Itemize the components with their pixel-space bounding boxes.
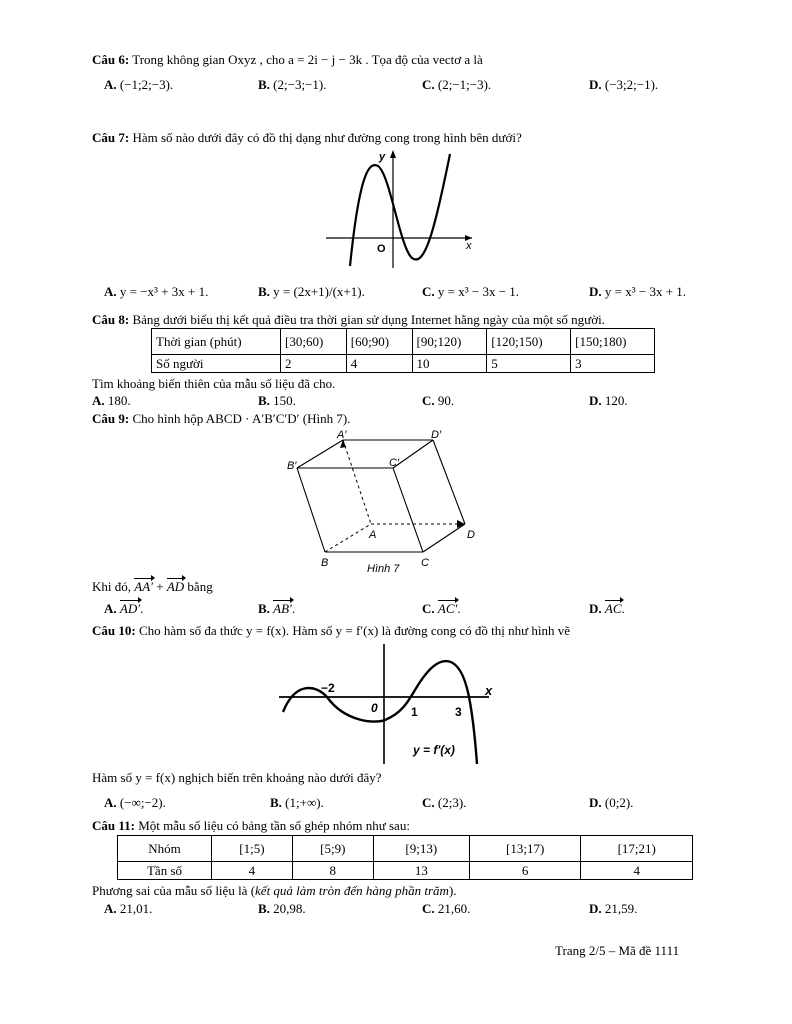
table-cell: [17;21) — [581, 836, 693, 862]
q7-option-d[interactable]: D. y = x³ − 3x + 1. — [589, 284, 687, 299]
label-A: A — [369, 529, 377, 541]
question-6-line — [92, 52, 483, 68]
q8-option-d[interactable]: D. 120. — [589, 393, 628, 408]
label-B1: B′ — [287, 460, 297, 472]
q8-option-a[interactable]: A. 180. — [92, 393, 131, 408]
question-8-line — [92, 312, 605, 328]
question-11-text: Một mẫu số liệu có bảng tần số ghép nhóm như sau: — [138, 818, 410, 833]
cubic-curve — [350, 154, 450, 266]
origin-label: O — [377, 243, 386, 255]
q8-option-c[interactable]: C. 90. — [422, 393, 455, 408]
edge-B1B — [297, 468, 325, 552]
table-cell: [90;120) — [412, 329, 487, 355]
y-label: y — [379, 151, 386, 163]
label-C1: C′ — [389, 457, 400, 469]
q9-option-b[interactable]: B. AB′. — [258, 601, 296, 616]
q11-option-d[interactable]: D. 21,59. — [589, 901, 638, 916]
table-cell: [9;13) — [373, 836, 469, 862]
table-header: Số người — [152, 355, 281, 373]
question-11-label: Câu 11: — [92, 818, 135, 833]
q6-option-d[interactable]: D. (−3;2;−1). — [589, 77, 659, 92]
question-9-text: Cho hình hộp ABCD · A′B′C′D′ (Hình 7). — [132, 411, 351, 426]
question-6-label: Câu 6: — [92, 52, 130, 67]
edge-BA — [325, 524, 371, 552]
parallelepiped-figure — [285, 430, 485, 578]
question-9-label: Câu 9: — [92, 411, 130, 426]
q10-option-a[interactable]: A. (−∞;−2). — [104, 795, 166, 810]
table-cell: 2 — [281, 355, 347, 373]
table-cell: 4 — [581, 862, 693, 880]
question-7-line — [92, 130, 522, 146]
label-A1: A′ — [337, 430, 347, 441]
tick-minus-2: −2 — [321, 681, 335, 695]
derivative-graph — [275, 642, 505, 767]
table-cell: [150;180) — [571, 329, 655, 355]
vector-AD: AD — [166, 579, 185, 594]
tick-3: 3 — [455, 705, 462, 719]
table-cell: [60;90) — [346, 329, 412, 355]
edge-D1D — [433, 440, 465, 524]
question-6-text: Trong không gian Oxyz , cho a = 2i − j − 3k . Tọa độ của vectơ a là — [132, 52, 483, 67]
table-cell: 3 — [571, 355, 655, 373]
table-cell: 8 — [292, 862, 373, 880]
q6-option-a[interactable]: A. (−1;2;−3). — [104, 77, 174, 92]
x-label: x — [485, 683, 493, 698]
q7-option-c[interactable]: C. y = x³ − 3x − 1. — [422, 284, 520, 299]
x-label: x — [466, 240, 472, 252]
q11-option-b[interactable]: B. 20,98. — [258, 901, 306, 916]
question-10-prompt: Hàm số y = f(x) nghịch biến trên khoảng nào dưới đây? — [92, 770, 382, 785]
edge-C1C — [393, 468, 423, 552]
question-10-line — [92, 623, 570, 639]
q6-option-c[interactable]: C. (2;−1;−3). — [422, 77, 492, 92]
q11-option-c[interactable]: C. 21,60. — [422, 901, 471, 916]
table-cell: [120;150) — [487, 329, 571, 355]
edge-B1A1 — [297, 440, 343, 468]
table-cell: [30;60) — [281, 329, 347, 355]
edge-CD — [423, 524, 465, 552]
table-cell: 13 — [373, 862, 469, 880]
q6-option-b[interactable]: B. (2;−3;−1). — [258, 77, 327, 92]
q7-option-b[interactable]: B. y = (2x+1)/(x+1). — [258, 284, 365, 299]
question-9-line — [92, 411, 350, 427]
table-header: Nhóm — [118, 836, 212, 862]
q8-option-b[interactable]: B. 150. — [258, 393, 296, 408]
table-cell: 4 — [346, 355, 412, 373]
question-8-text: Bảng dưới biểu thị kết quả điều tra thời gian sử dụng Internet hằng ngày của một số người. — [132, 312, 605, 327]
question-10-text: Cho hàm số đa thức y = f(x). Hàm số y = f′(x) là đường cong có đồ thị như hình vẽ — [138, 623, 571, 638]
table-cell: 10 — [412, 355, 487, 373]
table-cell: [5;9) — [292, 836, 373, 862]
question-11-prompt: Phương sai của mẫu số liệu là (kết quả làm tròn đến hàng phần trăm). — [92, 883, 457, 898]
q9-option-d[interactable]: D. AC. — [589, 601, 625, 616]
table-cell: 4 — [212, 862, 293, 880]
q10-option-d[interactable]: D. (0;2). — [589, 795, 634, 810]
frequency-table — [117, 835, 693, 880]
q10-option-c[interactable]: C. (2;3). — [422, 795, 467, 810]
question-10-label: Câu 10: — [92, 623, 136, 638]
q7-option-a[interactable]: A. y = −x³ + 3x + 1. — [104, 284, 209, 299]
internet-time-table — [151, 328, 655, 373]
edge-A1A — [343, 440, 371, 524]
question-9-prompt: Khi đó, AA′ + AD bằng — [92, 579, 213, 594]
q11-option-a[interactable]: A. 21,01. — [104, 901, 153, 916]
question-7-label: Câu 7: — [92, 130, 130, 145]
vector-AA1: AA′ — [134, 579, 153, 594]
tick-0: 0 — [371, 701, 378, 715]
table-cell: 5 — [487, 355, 571, 373]
label-C: C — [421, 557, 429, 569]
figure-caption: Hình 7 — [367, 563, 400, 575]
question-8-label: Câu 8: — [92, 312, 130, 327]
label-B: B — [321, 557, 329, 569]
label-D: D — [467, 529, 475, 541]
y-axis-arrow — [390, 150, 396, 158]
curve-label: y = f′(x) — [413, 743, 455, 757]
question-11-line — [92, 818, 410, 834]
table-cell: 6 — [469, 862, 581, 880]
table-header: Thời gian (phút) — [152, 329, 281, 355]
tick-1: 1 — [411, 705, 418, 719]
q9-option-a[interactable]: A. AD′. — [104, 601, 144, 616]
q9-option-c[interactable]: C. AC′. — [422, 601, 461, 616]
q10-option-b[interactable]: B. (1;+∞). — [270, 795, 324, 810]
label-D1: D′ — [431, 430, 442, 441]
table-header: Tần số — [118, 862, 212, 880]
table-cell: [13;17) — [469, 836, 581, 862]
question-7-text: Hàm số nào dưới đây có đồ thị dạng như đường cong trong hình bên dưới? — [132, 130, 522, 145]
question-8-prompt: Tìm khoảng biến thiên của mẫu số liệu đã cho. — [92, 376, 336, 391]
table-cell: [1;5) — [212, 836, 293, 862]
page-footer: Trang 2/5 – Mã đề 1111 — [555, 943, 680, 958]
cubic-graph — [320, 148, 480, 272]
